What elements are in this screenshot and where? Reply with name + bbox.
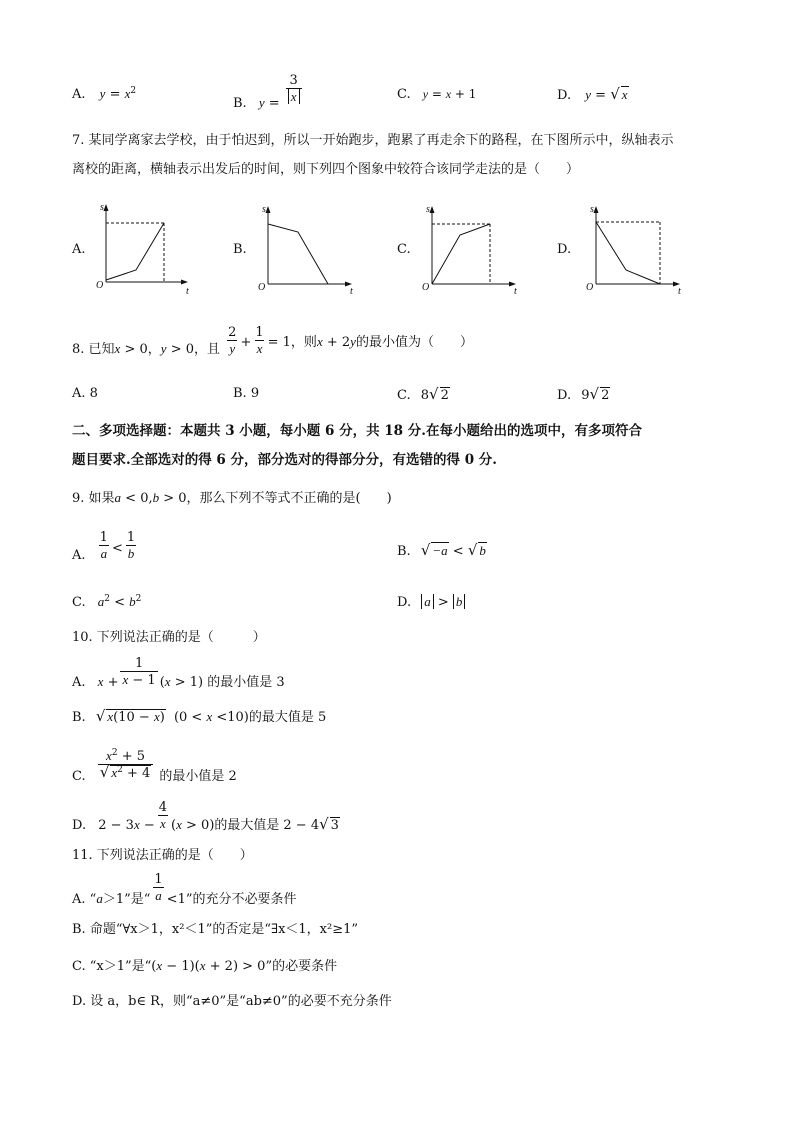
- fraction: $\frac{1}{a}$: [154, 872, 163, 903]
- q7-graph-c: [418, 200, 528, 295]
- q10-option-b: B. √ x(10 − x) (0 < x <10)的最大值是 5: [72, 707, 327, 725]
- fraction: $\frac{1}{b}$: [126, 530, 136, 561]
- q8-prefix: 8. 已知: [72, 342, 115, 357]
- option-label: A.: [72, 548, 86, 563]
- q7-graph-c-label: C.: [397, 242, 411, 257]
- axis-t-label: t: [186, 286, 189, 295]
- q9-option-b: B. √ −a < √ b: [397, 541, 486, 559]
- q8-mid1: ，: [147, 342, 161, 357]
- formula: y =: [258, 94, 280, 111]
- q10-option-c: [72, 748, 237, 784]
- axis-t-label: t: [678, 286, 681, 295]
- fraction: $\frac{2}{y}$: [228, 325, 237, 356]
- q10-a-tail: 的最小值是 3: [207, 674, 285, 690]
- origin-label: O: [422, 282, 430, 293]
- section2-line1: 二、多项选择题：本题共 3 小题，每小题 6 分，共 18 分.在每小题给出的选项中，有多项符合: [72, 423, 642, 439]
- fraction: $\frac{3}{x}$: [286, 73, 302, 105]
- q7-graph-a-label: A.: [72, 242, 86, 257]
- fraction: $\frac{1}{x}$: [255, 325, 264, 356]
- option-label: D.: [557, 88, 572, 103]
- fraction: $\frac{1}{a}$: [99, 530, 108, 561]
- option-label: A.: [72, 87, 86, 102]
- option-label: B.: [72, 710, 86, 725]
- q11-a-post: ”的充分不必要条件: [185, 892, 297, 907]
- q7-graph-d-label: D.: [557, 242, 572, 257]
- option-label: A.: [72, 674, 86, 690]
- q7-graph-d: [582, 200, 692, 295]
- origin-label: O: [96, 280, 104, 291]
- option-label: C.: [72, 769, 86, 784]
- q9-suffix: ，那么下列不等式不正确的是( ): [186, 491, 392, 506]
- q11-option-c: C. “x＞1”是“(x − 1)(x + 2) > 0”的必要条件: [72, 958, 338, 974]
- radicand: 2: [440, 388, 449, 403]
- q6-option-c: [397, 86, 476, 103]
- origin-label: O: [586, 282, 594, 293]
- axis-s-label: s: [426, 204, 430, 215]
- q7-stem-line1: 7. 某同学离家去学校，由于怕迟到，所以一开始跑步，跑累了再走余下的路程，在下图所示中，纵轴表示: [72, 133, 674, 148]
- q8-stem: 8. 已知x > 0，y > 0，且 $\frac{2}{y}$ + $\frac{1}{x}$ = 1，则x + 2y的最小值为（ ）: [72, 325, 473, 357]
- q7-graph-b-label: B.: [233, 242, 247, 257]
- q8-option-a: A. 8: [72, 386, 98, 401]
- fraction: $\frac{x^2 + 5}{√ x^2 + 4}$: [98, 748, 154, 781]
- q11-option-a: A. “a＞1”是“ $\frac{1}{a}$ <1”的充分不必要条件: [72, 872, 297, 907]
- q9-option-d: D. a > b: [397, 594, 465, 611]
- q9-stem: 9. 如果a < 0,b > 0，那么下列不等式不正确的是( ): [72, 490, 392, 506]
- q8-suffix: 的最小值为（ ）: [355, 335, 473, 350]
- q11-c-post: ”的必要条件: [265, 959, 338, 974]
- option-label: C.: [72, 595, 86, 610]
- coef: 9: [581, 388, 590, 403]
- q9-option-c: C. $a^2 < b^2$: [72, 594, 142, 610]
- q11-a-pre: A. “: [72, 892, 97, 907]
- formula: y = x + 1: [422, 87, 477, 101]
- q8-option-c: C. 8√ 2: [397, 385, 449, 403]
- q10-b-tail: 的最大值是 5: [248, 710, 327, 725]
- option-label: B.: [397, 544, 411, 559]
- axis-s-label: s: [262, 204, 266, 215]
- q6-option-a: A. $y = x^2$: [72, 86, 137, 102]
- coef: 8: [420, 388, 430, 403]
- origin-label: O: [258, 282, 266, 293]
- q10-option-a: A. x + $\frac{1}{x - 1}$ (x > 1) 的最小值是 3: [72, 656, 285, 690]
- q8-mid3: ，则: [290, 335, 317, 350]
- section2-line2: 题目要求.全部选对的得 6 分，部分选对的得部分分，有选错的得 0 分.: [72, 452, 497, 468]
- option-label: C.: [397, 87, 411, 102]
- q9-prefix: 9. 如果: [72, 491, 115, 506]
- q9-option-a: A. $\frac{1}{a}$ < $\frac{1}{b}$: [72, 530, 136, 563]
- q11-option-b: B. 命题“∀x＞1，x²＜1”的否定是“∃x＜1，x²≥1”: [72, 922, 359, 937]
- option-label: C.: [397, 388, 411, 403]
- radicand: 2: [601, 388, 610, 403]
- option-label: D.: [72, 818, 87, 833]
- q8-option-d: D. 9√ 2: [557, 385, 610, 403]
- option-label: D.: [397, 595, 412, 610]
- formula: y: [99, 86, 106, 101]
- q11-stem: 11. 下列说法正确的是（ ）: [72, 848, 253, 863]
- q7-stem-line2: 离校的距离，横轴表示出发后的时间，则下列四个图象中较符合该同学走法的是（ ）: [72, 162, 580, 177]
- option-label: B.: [233, 95, 247, 111]
- q6-option-b: [233, 73, 304, 111]
- axis-s-label: s: [100, 202, 104, 213]
- q6-option-d: [557, 86, 629, 104]
- axis-t-label: t: [514, 286, 517, 295]
- fraction: $\frac{4}{x}$: [158, 800, 168, 831]
- formula: y = √ x: [585, 85, 628, 103]
- q10-d-tail: 的最大值是: [214, 818, 280, 833]
- q10-stem: 10. 下列说法正确的是（ ）: [72, 630, 266, 645]
- q8-mid2: ，且: [194, 342, 221, 357]
- q10-c-tail: 的最小值是 2: [159, 769, 237, 784]
- q8-option-b: B. 9: [233, 386, 260, 401]
- q7-graph-b: [254, 200, 364, 295]
- q7-graph-a: [92, 200, 202, 295]
- q11-c-pre: C. “x＞1”是“: [72, 959, 152, 974]
- q11-a-mid: ”是“: [124, 892, 151, 907]
- fraction: $\frac{1}{x - 1}$: [122, 656, 156, 688]
- axis-t-label: t: [350, 286, 353, 295]
- axis-s-label: s: [590, 204, 594, 215]
- option-label: D.: [557, 388, 572, 403]
- q10-option-d: D. 2 − 3x − $\frac{4}{x}$ (x > 0)的最大值是 2 − 4√ 3: [72, 800, 339, 833]
- q11-option-d: D. 设 a，b∈ R，则“a≠0”是“ab≠0”的必要不充分条件: [72, 994, 392, 1009]
